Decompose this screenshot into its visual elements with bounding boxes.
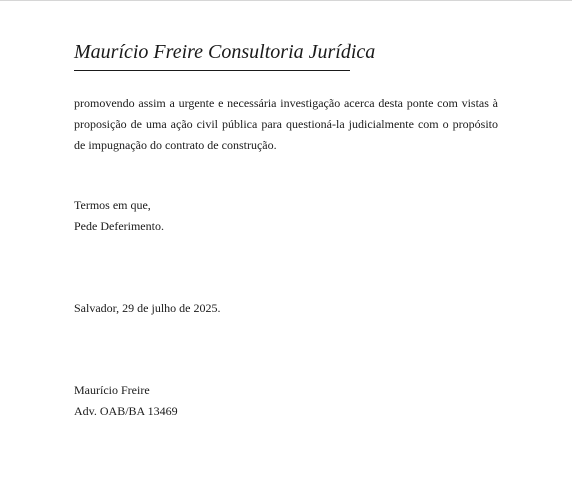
closing-line-1: Termos em que, <box>74 198 151 212</box>
letterhead-title: Maurício Freire Consultoria Jurídica <box>74 41 376 63</box>
place-date-text: Salvador, 29 de julho de 2025. <box>74 301 221 315</box>
closing-block <box>74 195 164 237</box>
signature-block <box>74 380 178 422</box>
letterhead <box>74 40 376 71</box>
signature-name: Maurício Freire <box>74 383 150 397</box>
place-date <box>74 298 221 319</box>
closing-line-2: Pede Deferimento. <box>74 219 164 233</box>
body-paragraph: promovendo assim a urgente e necessária investigação acerca desta ponte com vistas à proposição de uma ação civil pública para questioná-la judicialmente com o propósito de impugnação do contrato de construção. <box>74 96 498 152</box>
letterhead-divider <box>74 70 350 71</box>
signature-registration: Adv. OAB/BA 13469 <box>74 404 178 418</box>
